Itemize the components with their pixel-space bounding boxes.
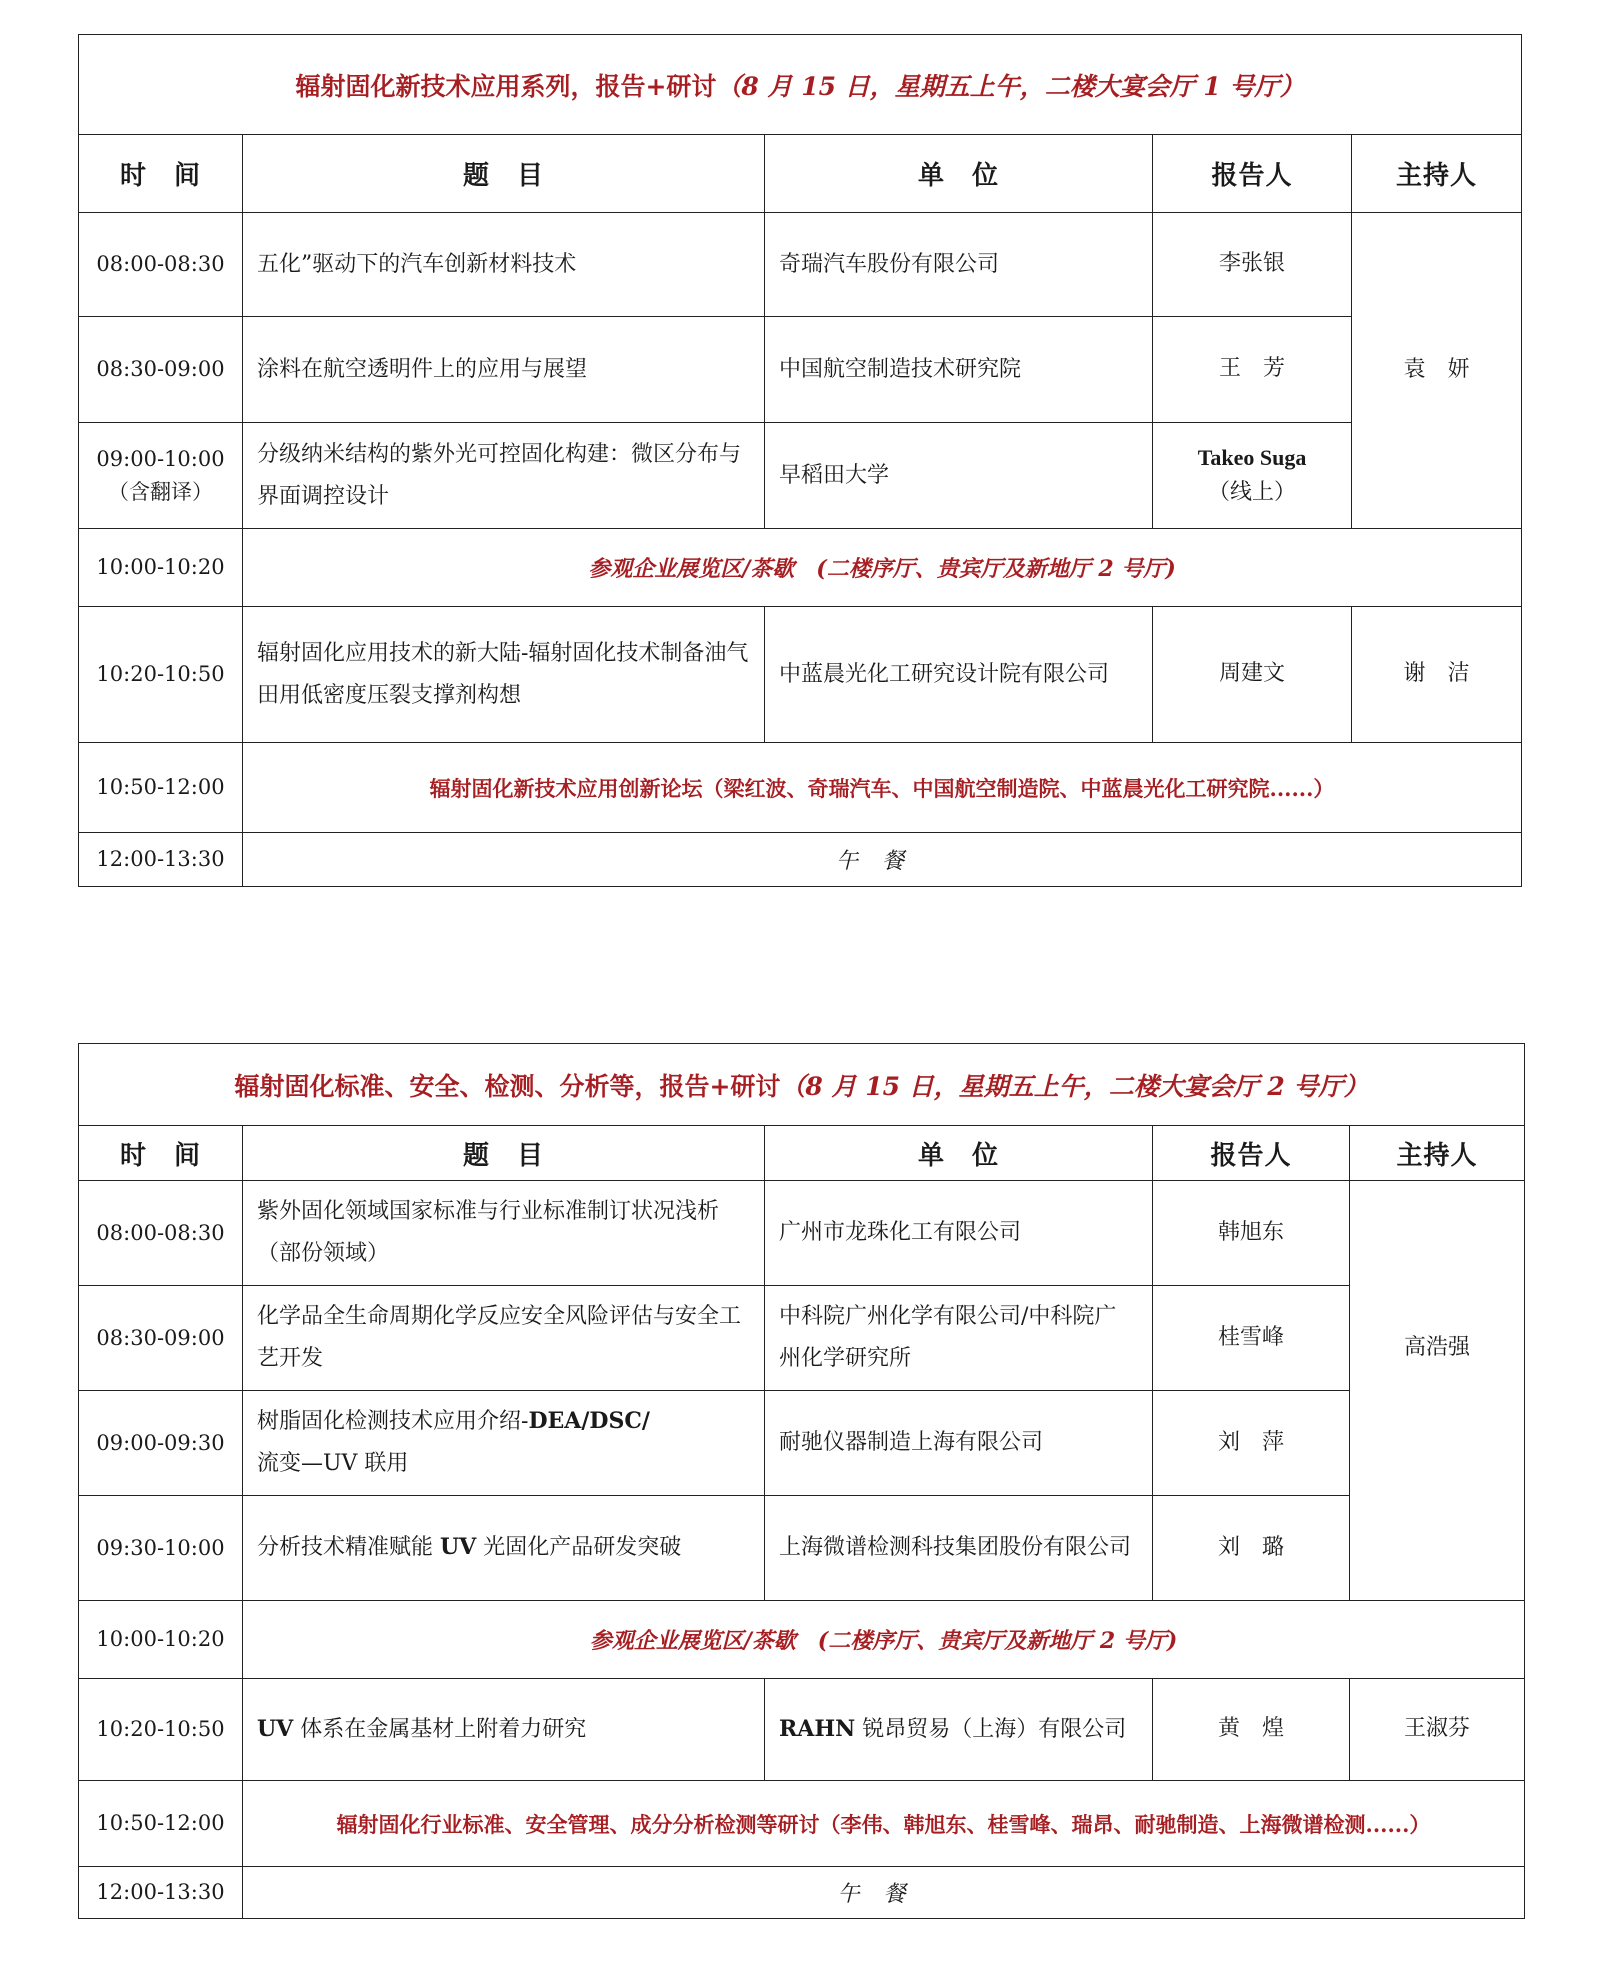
talk-time: 09:00-09:30: [79, 1391, 243, 1496]
table-row: [79, 1181, 1525, 1286]
unit-part-bold: RAHN: [779, 1715, 856, 1742]
lunch-row: [79, 1867, 1525, 1919]
session-host: 王淑芬: [1350, 1679, 1525, 1781]
talk-topic: [243, 1496, 765, 1601]
talk-time: 08:00-08:30: [79, 1181, 243, 1286]
session-title-detail: （8 月 15 日，星期五上午，二楼大宴会厅 2 号厅）: [780, 1071, 1369, 1101]
schedule-table-hall-2: [78, 1043, 1525, 1919]
session-host: 袁 妍: [1352, 213, 1522, 529]
table-row: [79, 423, 1522, 529]
talk-time: 09:30-10:00: [79, 1496, 243, 1601]
talk-time: 08:30-09:00: [79, 317, 243, 423]
session-title: [79, 35, 1522, 135]
talk-topic: 分级纳米结构的紫外光可控固化构建：微区分布与界面调控设计: [243, 423, 765, 529]
forum-row: [79, 743, 1522, 833]
talk-unit: 中科院广州化学有限公司/中科院广州化学研究所: [765, 1286, 1153, 1391]
header-speaker: 报告人: [1153, 135, 1352, 213]
table-row: [79, 1679, 1525, 1781]
header-unit: 单 位: [765, 135, 1153, 213]
table-header-row: [79, 1126, 1525, 1181]
header-host: 主持人: [1350, 1126, 1525, 1181]
header-time: 时 间: [79, 135, 243, 213]
talk-unit: 早稻田大学: [765, 423, 1153, 529]
talk-topic: [243, 1679, 765, 1781]
lunch-time: 12:00-13:30: [79, 1867, 243, 1919]
header-time: 时 间: [79, 1126, 243, 1181]
talk-speaker: 韩旭东: [1153, 1181, 1350, 1286]
session-title-main: 辐射固化标准、安全、检测、分析等，报告+研讨: [234, 1071, 781, 1101]
talk-unit: 奇瑞汽车股份有限公司: [765, 213, 1153, 317]
session-title-detail: （8 月 15 日，星期五上午，二楼大宴会厅 1 号厅）: [716, 71, 1305, 101]
schedule-table-hall-1: [78, 34, 1522, 887]
forum-row: [79, 1781, 1525, 1867]
break-row: [79, 529, 1522, 607]
session-title-main: 辐射固化新技术应用系列，报告+研讨: [295, 71, 717, 101]
table-row: [79, 607, 1522, 743]
speaker-name: Takeo Suga: [1197, 445, 1307, 471]
lunch-text: 午餐: [243, 833, 1522, 887]
break-text: 参观企业展览区/茶歇 (二楼序厅、贵宾厅及新地厅 2 号厅): [243, 1601, 1525, 1679]
talk-time: [79, 423, 243, 529]
session-host: 高浩强: [1350, 1181, 1525, 1601]
talk-topic: 化学品全生命周期化学反应安全风险评估与安全工艺开发: [243, 1286, 765, 1391]
talk-unit: 耐驰仪器制造上海有限公司: [765, 1391, 1153, 1496]
talk-unit: 广州市龙珠化工有限公司: [765, 1181, 1153, 1286]
talk-speaker: 黄 煌: [1153, 1679, 1350, 1781]
table-row: [79, 1496, 1525, 1601]
unit-part: 锐昂贸易（上海）有限公司: [855, 1716, 1127, 1742]
topic-part: 树脂固化检测技术应用介绍-: [257, 1409, 529, 1435]
talk-unit: 中国航空制造技术研究院: [765, 317, 1153, 423]
talk-speaker: 刘 萍: [1153, 1391, 1350, 1496]
forum-text: 辐射固化新技术应用创新论坛（梁红波、奇瑞汽车、中国航空制造院、中蓝晨光化工研究院......）: [243, 743, 1522, 833]
talk-time: 10:20-10:50: [79, 607, 243, 743]
talk-speaker: 王 芳: [1153, 317, 1352, 423]
session-title: [79, 1044, 1525, 1126]
talk-time-value: 09:00-10:00: [96, 446, 225, 471]
talk-unit: 上海微谱检测科技集团股份有限公司: [765, 1496, 1153, 1601]
lunch-row: [79, 833, 1522, 887]
table-row: [79, 213, 1522, 317]
topic-part-bold: DEA/DSC/: [528, 1408, 650, 1435]
talk-speaker: 李张银: [1153, 213, 1352, 317]
talk-speaker: [1153, 423, 1352, 529]
speaker-note: （线上）: [1207, 479, 1296, 505]
break-row: [79, 1601, 1525, 1679]
break-time: 10:00-10:20: [79, 529, 243, 607]
table-header-row: [79, 135, 1522, 213]
talk-speaker: 桂雪峰: [1153, 1286, 1350, 1391]
topic-part: 流变—UV 联用: [257, 1451, 409, 1476]
talk-speaker: 刘 璐: [1153, 1496, 1350, 1601]
forum-text: 辐射固化行业标准、安全管理、成分分析检测等研讨（李伟、韩旭东、桂雪峰、瑞昂、耐驰制造、上海微谱检测......）: [243, 1781, 1525, 1867]
topic-part-bold: UV: [257, 1715, 294, 1742]
header-unit: 单 位: [765, 1126, 1153, 1181]
talk-unit: 中蓝晨光化工研究设计院有限公司: [765, 607, 1153, 743]
topic-part-bold: UV: [440, 1534, 477, 1561]
table-row: [79, 317, 1522, 423]
topic-part: 分析技术精准赋能: [257, 1535, 440, 1561]
session-host: 谢 洁: [1352, 607, 1522, 743]
topic-part: 光固化产品研发突破: [476, 1535, 682, 1561]
break-text: 参观企业展览区/茶歇 (二楼序厅、贵宾厅及新地厅 2 号厅): [243, 529, 1522, 607]
talk-topic: 紫外固化领域国家标准与行业标准制订状况浅析（部份领域）: [243, 1181, 765, 1286]
lunch-text: 午餐: [243, 1867, 1525, 1919]
talk-topic: [243, 1391, 765, 1496]
header-topic: 题 目: [243, 1126, 765, 1181]
talk-topic: 辐射固化应用技术的新大陆-辐射固化技术制备油气田用低密度压裂支撑剂构想: [243, 607, 765, 743]
talk-topic: 五化”驱动下的汽车创新材料技术: [243, 213, 765, 317]
forum-time: 10:50-12:00: [79, 1781, 243, 1867]
header-speaker: 报告人: [1153, 1126, 1350, 1181]
talk-topic: 涂料在航空透明件上的应用与展望: [243, 317, 765, 423]
forum-time: 10:50-12:00: [79, 743, 243, 833]
header-host: 主持人: [1352, 135, 1522, 213]
header-topic: 题 目: [243, 135, 765, 213]
talk-speaker: 周建文: [1153, 607, 1352, 743]
talk-unit: [765, 1679, 1153, 1781]
break-time: 10:00-10:20: [79, 1601, 243, 1679]
table-row: [79, 1286, 1525, 1391]
lunch-time: 12:00-13:30: [79, 833, 243, 887]
table-row: [79, 1391, 1525, 1496]
talk-time-note: （含翻译）: [108, 479, 213, 504]
topic-part: 体系在金属基材上附着力研究: [293, 1716, 587, 1742]
talk-time: 08:30-09:00: [79, 1286, 243, 1391]
talk-time: 08:00-08:30: [79, 213, 243, 317]
talk-time: 10:20-10:50: [79, 1679, 243, 1781]
